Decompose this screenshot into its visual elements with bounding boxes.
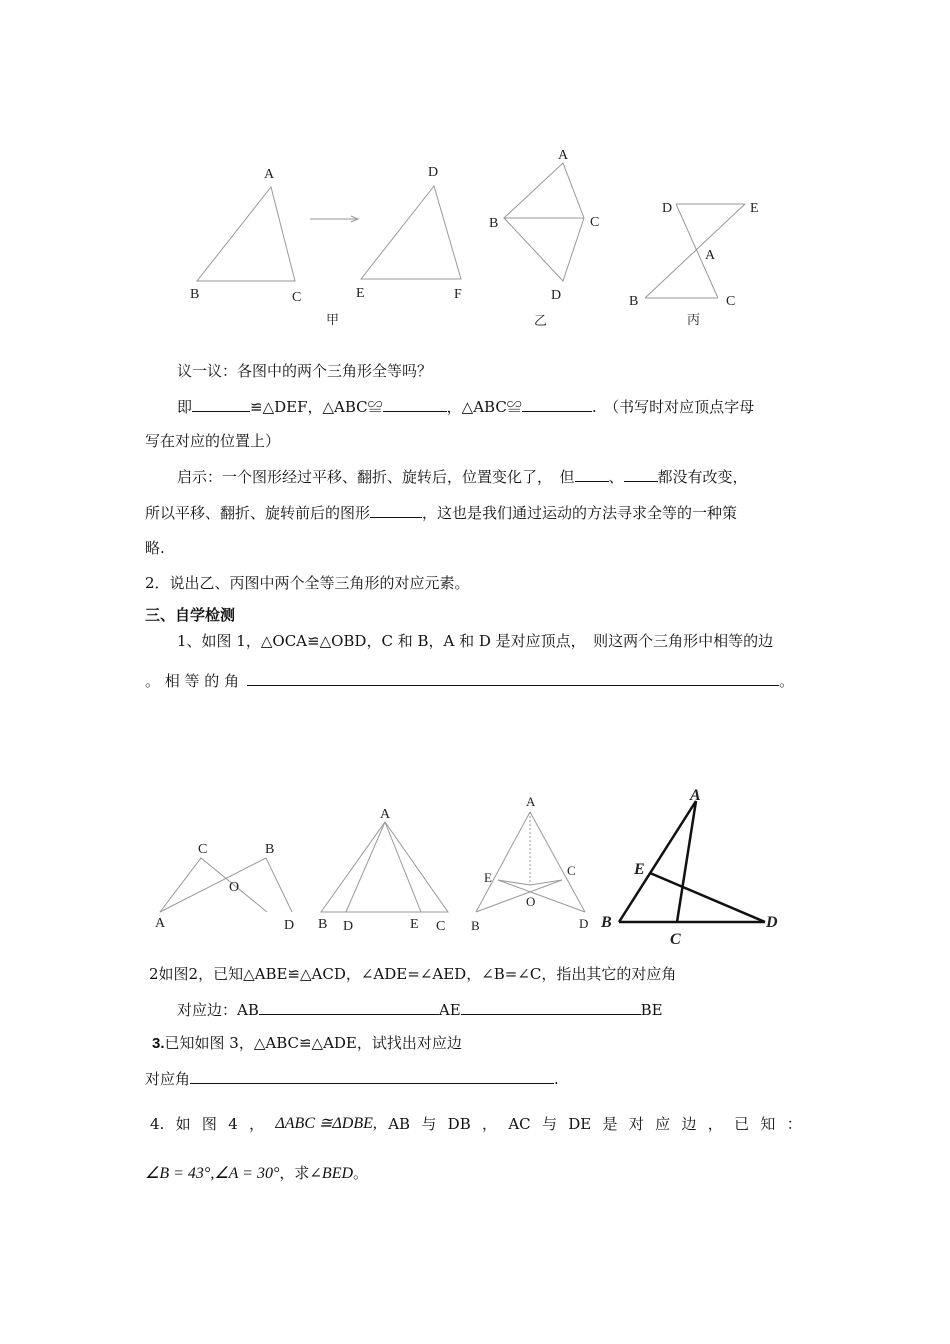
label-D: D bbox=[551, 288, 562, 303]
label-C: C bbox=[292, 290, 302, 305]
label-A: A bbox=[155, 916, 166, 931]
label-C: C bbox=[670, 931, 681, 948]
label-O: O bbox=[526, 894, 536, 909]
segment-ed bbox=[498, 880, 585, 912]
answer-blank-angles[interactable] bbox=[190, 1068, 554, 1084]
triangle-outer bbox=[321, 822, 448, 912]
label-A: A bbox=[690, 787, 701, 804]
label-E: E bbox=[356, 286, 365, 301]
exercise-q4-given: ∠B = 43°,∠A = 30°，求∠BED。 bbox=[145, 1164, 369, 1182]
label-E: E bbox=[750, 201, 759, 216]
exercise-q3: 3.已知如图 3，△ABC≌△ADE，试找出对应边 bbox=[152, 1034, 462, 1052]
label-O: O bbox=[229, 880, 240, 895]
triangle-abc-yi bbox=[504, 163, 584, 218]
label-B: B bbox=[190, 287, 200, 302]
congruence-formula: ΔABC ≅ΔDBE, bbox=[275, 1115, 377, 1132]
label-F: F bbox=[454, 287, 462, 302]
label-D: D bbox=[284, 918, 295, 933]
label-A: A bbox=[380, 807, 391, 822]
label-A: A bbox=[705, 248, 716, 263]
exercise-q3-angles: 对应角 . bbox=[145, 1070, 559, 1088]
blank[interactable] bbox=[370, 502, 422, 518]
blank[interactable] bbox=[624, 466, 658, 482]
segment-eb bbox=[645, 204, 745, 298]
label-A: A bbox=[558, 148, 569, 163]
label-D: D bbox=[428, 165, 439, 180]
answer-blank-ab[interactable] bbox=[259, 999, 439, 1015]
segment-ab bbox=[476, 812, 530, 912]
segment-ed bbox=[650, 873, 765, 922]
label-B: B bbox=[489, 216, 499, 231]
segment-oc bbox=[530, 880, 562, 885]
triangle-abc-jia bbox=[197, 187, 295, 281]
label-B: B bbox=[471, 918, 480, 933]
segment-ab bbox=[619, 801, 696, 922]
hint-line-3: 略. bbox=[145, 539, 165, 557]
section3-q1: 1、如图 1，△OCA≌△OBD，C 和 B，A 和 D 是对应顶点， 则这两个三角形中相等的边 bbox=[177, 632, 774, 650]
segment-ec bbox=[498, 880, 530, 885]
hint-line-1: 启示：一个图形经过平移、翻折、旋转后，位置变化了， 但 、 都没有改变， bbox=[177, 468, 748, 486]
blank[interactable] bbox=[575, 466, 609, 482]
caption-bing: 丙 bbox=[687, 312, 701, 327]
answer-blank[interactable] bbox=[247, 670, 779, 686]
label-D: D bbox=[662, 201, 673, 216]
segment-ac bbox=[677, 801, 696, 922]
label-C: C bbox=[726, 294, 736, 309]
section-title: 三、自学检测 bbox=[145, 606, 236, 624]
label-C: C bbox=[198, 842, 208, 857]
segment-ad bbox=[530, 812, 585, 912]
label-B: B bbox=[601, 914, 612, 931]
label-B: B bbox=[265, 842, 275, 857]
blank[interactable] bbox=[192, 396, 250, 412]
exercise-q2-sides: 对应边：AB AE BE bbox=[177, 1001, 663, 1019]
label-E: E bbox=[484, 870, 492, 885]
discuss-fill-line: 即 ≌△DEF，△ABC≌ ，△ABC≌ . （书写时对应顶点字母 bbox=[177, 398, 755, 416]
discuss-question: 议一议：各图中的两个三角形全等吗？ bbox=[177, 362, 433, 380]
triangle-dbc-yi bbox=[504, 218, 584, 281]
figure-row-transformations bbox=[0, 140, 950, 340]
label-D: D bbox=[766, 914, 778, 931]
label-E: E bbox=[634, 861, 645, 878]
label-A: A bbox=[526, 794, 536, 809]
blank[interactable] bbox=[522, 396, 592, 412]
segment-ad bbox=[346, 822, 385, 912]
figure-row-exercises bbox=[0, 780, 950, 950]
label-C: C bbox=[590, 215, 600, 230]
section3-q1-line2: 。 相 等 的 角 。 bbox=[145, 672, 795, 690]
question-2: 2．说出乙、丙图中两个全等三角形的对应元素。 bbox=[145, 574, 470, 592]
given-angles: ∠B = 43°,∠A = 30° bbox=[145, 1165, 280, 1182]
blank[interactable] bbox=[383, 396, 447, 412]
exercise-q2: 2如图2，已知△ABE≌△ACD，∠ADE=∠AED，∠B=∠C，指出其它的对应角 bbox=[149, 965, 677, 983]
triangle-obd bbox=[160, 858, 292, 912]
label-D: D bbox=[579, 916, 589, 931]
label-C: C bbox=[436, 919, 446, 934]
label-B: B bbox=[629, 294, 639, 309]
label-C: C bbox=[567, 863, 576, 878]
triangle-def-jia bbox=[361, 186, 461, 279]
label-B: B bbox=[318, 917, 328, 932]
segment-ae bbox=[385, 822, 421, 912]
discuss-note: 写在对应的位置上） bbox=[145, 432, 281, 450]
caption-yi: 乙 bbox=[534, 313, 548, 328]
label-E: E bbox=[410, 917, 419, 932]
caption-jia: 甲 bbox=[326, 312, 340, 327]
hint-line-2: 所以平移、翻折、旋转前后的图形 ，这也是我们通过运动的方法寻求全等的一种策 bbox=[145, 504, 738, 522]
label-A: A bbox=[264, 167, 275, 182]
exercise-q4: 4. 如 图 4 ， ΔABC ≅ΔDBE, AB 与 DB ， AC 与 DE 是 对 应 边 ， 已 知 ： bbox=[150, 1115, 802, 1133]
answer-blank-ae[interactable] bbox=[461, 999, 641, 1015]
label-D: D bbox=[343, 919, 354, 934]
